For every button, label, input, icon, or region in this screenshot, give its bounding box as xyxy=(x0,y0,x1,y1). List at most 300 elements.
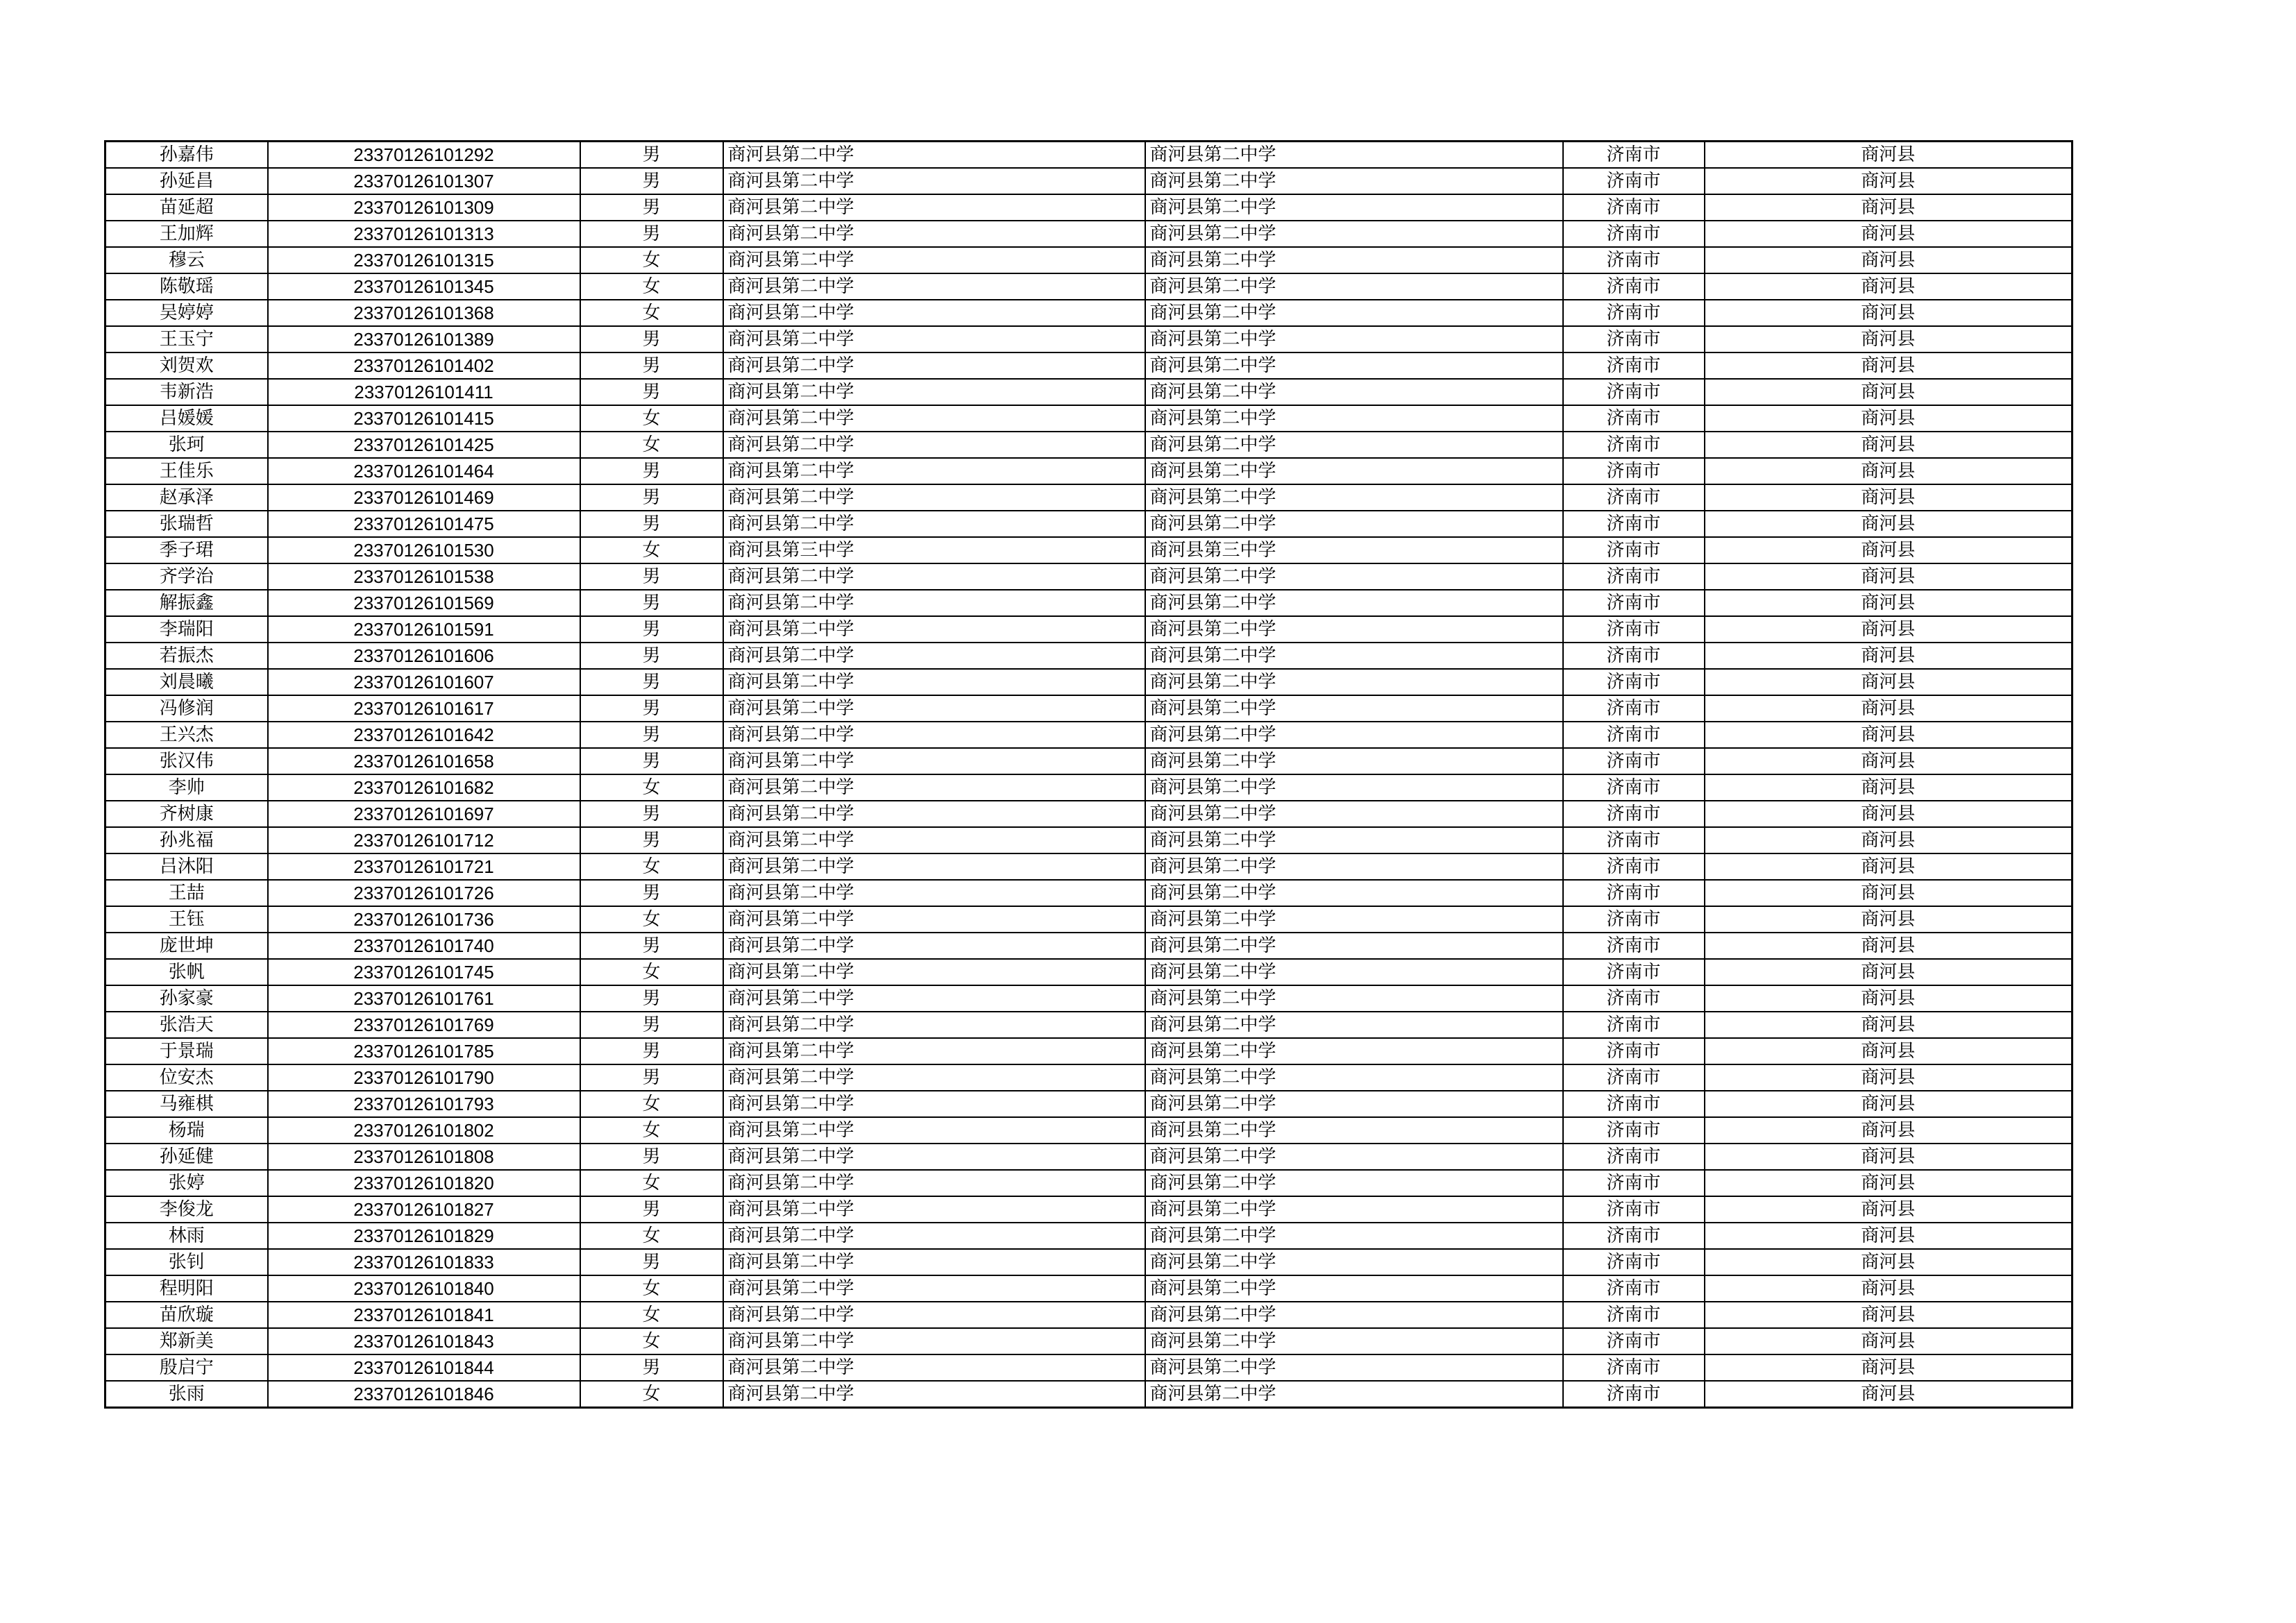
table-row xyxy=(105,1170,2073,1196)
cell-name: 王喆 xyxy=(105,880,268,906)
cell-city: 济南市 xyxy=(1563,880,1705,906)
table-row xyxy=(105,326,2073,352)
table-row xyxy=(105,458,2073,484)
cell-county: 商河县 xyxy=(1705,300,2073,326)
cell-county: 商河县 xyxy=(1705,1117,2073,1144)
cell-city: 济南市 xyxy=(1563,1144,1705,1170)
cell-school-2: 商河县第二中学 xyxy=(1145,563,1563,590)
cell-school-2: 商河县第二中学 xyxy=(1145,247,1563,273)
table-row xyxy=(105,1381,2073,1408)
cell-school: 商河县第二中学 xyxy=(723,405,1145,432)
table-row xyxy=(105,748,2073,774)
cell-school: 商河县第三中学 xyxy=(723,537,1145,563)
table-row xyxy=(105,1275,2073,1302)
cell-name: 张浩天 xyxy=(105,1012,268,1038)
cell-name: 季子珺 xyxy=(105,537,268,563)
cell-city: 济南市 xyxy=(1563,1249,1705,1275)
cell-county: 商河县 xyxy=(1705,748,2073,774)
table-row xyxy=(105,1302,2073,1328)
cell-county: 商河县 xyxy=(1705,405,2073,432)
cell-name: 苗欣璇 xyxy=(105,1302,268,1328)
cell-school-2: 商河县第二中学 xyxy=(1145,1144,1563,1170)
cell-school: 商河县第二中学 xyxy=(723,247,1145,273)
cell-county: 商河县 xyxy=(1705,906,2073,933)
cell-exam-id: 23370126101411 xyxy=(268,379,580,405)
cell-school: 商河县第二中学 xyxy=(723,590,1145,616)
cell-school-2: 商河县第二中学 xyxy=(1145,273,1563,300)
table-row xyxy=(105,695,2073,722)
cell-gender: 男 xyxy=(580,142,723,169)
cell-gender: 女 xyxy=(580,1275,723,1302)
cell-exam-id: 23370126101820 xyxy=(268,1170,580,1196)
cell-gender: 女 xyxy=(580,1117,723,1144)
cell-exam-id: 23370126101790 xyxy=(268,1064,580,1091)
cell-school: 商河县第二中学 xyxy=(723,1144,1145,1170)
table-row xyxy=(105,432,2073,458)
cell-exam-id: 23370126101415 xyxy=(268,405,580,432)
cell-school-2: 商河县第二中学 xyxy=(1145,1064,1563,1091)
cell-city: 济南市 xyxy=(1563,273,1705,300)
cell-city: 济南市 xyxy=(1563,643,1705,669)
cell-gender: 女 xyxy=(580,405,723,432)
cell-school: 商河县第二中学 xyxy=(723,1381,1145,1408)
cell-gender: 女 xyxy=(580,247,723,273)
cell-gender: 男 xyxy=(580,933,723,959)
cell-gender: 男 xyxy=(580,722,723,748)
cell-city: 济南市 xyxy=(1563,1038,1705,1064)
table-row xyxy=(105,669,2073,695)
table-row xyxy=(105,959,2073,985)
cell-school-2: 商河县第二中学 xyxy=(1145,1091,1563,1117)
cell-school: 商河县第二中学 xyxy=(723,906,1145,933)
cell-name: 王兴杰 xyxy=(105,722,268,748)
cell-name: 齐树康 xyxy=(105,801,268,827)
cell-city: 济南市 xyxy=(1563,1381,1705,1408)
cell-county: 商河县 xyxy=(1705,484,2073,511)
table-row xyxy=(105,142,2073,169)
cell-gender: 男 xyxy=(580,801,723,827)
table-row xyxy=(105,933,2073,959)
cell-gender: 男 xyxy=(580,1144,723,1170)
cell-school-2: 商河县第二中学 xyxy=(1145,1328,1563,1354)
table-row xyxy=(105,537,2073,563)
table-row xyxy=(105,168,2073,194)
table-row xyxy=(105,590,2073,616)
cell-school-2: 商河县第二中学 xyxy=(1145,774,1563,801)
cell-name: 张汉伟 xyxy=(105,748,268,774)
cell-gender: 女 xyxy=(580,906,723,933)
cell-school-2: 商河县第二中学 xyxy=(1145,379,1563,405)
cell-gender: 女 xyxy=(580,432,723,458)
cell-exam-id: 23370126101607 xyxy=(268,669,580,695)
cell-exam-id: 23370126101846 xyxy=(268,1381,580,1408)
cell-school-2: 商河县第二中学 xyxy=(1145,616,1563,643)
cell-gender: 男 xyxy=(580,590,723,616)
cell-city: 济南市 xyxy=(1563,221,1705,247)
cell-city: 济南市 xyxy=(1563,300,1705,326)
cell-school: 商河县第二中学 xyxy=(723,273,1145,300)
table-row xyxy=(105,247,2073,273)
cell-exam-id: 23370126101642 xyxy=(268,722,580,748)
cell-county: 商河县 xyxy=(1705,1249,2073,1275)
cell-city: 济南市 xyxy=(1563,722,1705,748)
cell-school-2: 商河县第二中学 xyxy=(1145,1381,1563,1408)
cell-school: 商河县第二中学 xyxy=(723,511,1145,537)
cell-exam-id: 23370126101569 xyxy=(268,590,580,616)
cell-name: 解振鑫 xyxy=(105,590,268,616)
cell-name: 殷启宁 xyxy=(105,1354,268,1381)
cell-gender: 男 xyxy=(580,1196,723,1223)
cell-school-2: 商河县第二中学 xyxy=(1145,1117,1563,1144)
cell-exam-id: 23370126101808 xyxy=(268,1144,580,1170)
cell-county: 商河县 xyxy=(1705,959,2073,985)
cell-gender: 男 xyxy=(580,669,723,695)
cell-name: 位安杰 xyxy=(105,1064,268,1091)
cell-school-2: 商河县第二中学 xyxy=(1145,1302,1563,1328)
cell-exam-id: 23370126101425 xyxy=(268,432,580,458)
cell-school-2: 商河县第二中学 xyxy=(1145,1170,1563,1196)
cell-exam-id: 23370126101307 xyxy=(268,168,580,194)
cell-county: 商河县 xyxy=(1705,1012,2073,1038)
student-table xyxy=(104,140,2073,1409)
cell-city: 济南市 xyxy=(1563,853,1705,880)
cell-gender: 男 xyxy=(580,1249,723,1275)
cell-county: 商河县 xyxy=(1705,616,2073,643)
cell-school: 商河县第二中学 xyxy=(723,300,1145,326)
cell-school: 商河县第二中学 xyxy=(723,432,1145,458)
cell-city: 济南市 xyxy=(1563,352,1705,379)
cell-exam-id: 23370126101712 xyxy=(268,827,580,853)
cell-school-2: 商河县第二中学 xyxy=(1145,142,1563,169)
cell-county: 商河县 xyxy=(1705,326,2073,352)
cell-gender: 男 xyxy=(580,1354,723,1381)
cell-gender: 男 xyxy=(580,458,723,484)
cell-name: 庞世坤 xyxy=(105,933,268,959)
cell-gender: 女 xyxy=(580,300,723,326)
cell-exam-id: 23370126101841 xyxy=(268,1302,580,1328)
cell-name: 林雨 xyxy=(105,1223,268,1249)
cell-city: 济南市 xyxy=(1563,1354,1705,1381)
cell-gender: 女 xyxy=(580,1223,723,1249)
cell-exam-id: 23370126101844 xyxy=(268,1354,580,1381)
table-row xyxy=(105,511,2073,537)
cell-city: 济南市 xyxy=(1563,458,1705,484)
cell-exam-id: 23370126101840 xyxy=(268,1275,580,1302)
cell-school-2: 商河县第二中学 xyxy=(1145,827,1563,853)
table-row xyxy=(105,853,2073,880)
cell-city: 济南市 xyxy=(1563,432,1705,458)
cell-city: 济南市 xyxy=(1563,590,1705,616)
cell-exam-id: 23370126101292 xyxy=(268,142,580,169)
cell-exam-id: 23370126101538 xyxy=(268,563,580,590)
cell-school-2: 商河县第二中学 xyxy=(1145,933,1563,959)
cell-county: 商河县 xyxy=(1705,511,2073,537)
cell-school: 商河县第二中学 xyxy=(723,774,1145,801)
cell-school: 商河县第二中学 xyxy=(723,853,1145,880)
cell-school: 商河县第二中学 xyxy=(723,168,1145,194)
cell-gender: 女 xyxy=(580,774,723,801)
cell-school-2: 商河县第二中学 xyxy=(1145,300,1563,326)
cell-exam-id: 23370126101745 xyxy=(268,959,580,985)
cell-school: 商河县第二中学 xyxy=(723,379,1145,405)
cell-exam-id: 23370126101793 xyxy=(268,1091,580,1117)
cell-city: 济南市 xyxy=(1563,326,1705,352)
cell-exam-id: 23370126101617 xyxy=(268,695,580,722)
cell-county: 商河县 xyxy=(1705,643,2073,669)
cell-school: 商河县第二中学 xyxy=(723,458,1145,484)
cell-name: 齐学治 xyxy=(105,563,268,590)
table-row xyxy=(105,273,2073,300)
cell-school-2: 商河县第二中学 xyxy=(1145,194,1563,221)
cell-name: 吕媛媛 xyxy=(105,405,268,432)
cell-gender: 男 xyxy=(580,511,723,537)
cell-name: 张珂 xyxy=(105,432,268,458)
table-row xyxy=(105,774,2073,801)
cell-city: 济南市 xyxy=(1563,695,1705,722)
cell-city: 济南市 xyxy=(1563,511,1705,537)
cell-name: 吕沐阳 xyxy=(105,853,268,880)
cell-school-2: 商河县第二中学 xyxy=(1145,880,1563,906)
cell-county: 商河县 xyxy=(1705,1144,2073,1170)
cell-exam-id: 23370126101315 xyxy=(268,247,580,273)
cell-name: 杨瑞 xyxy=(105,1117,268,1144)
cell-school-2: 商河县第二中学 xyxy=(1145,985,1563,1012)
cell-exam-id: 23370126101591 xyxy=(268,616,580,643)
cell-school-2: 商河县第二中学 xyxy=(1145,405,1563,432)
cell-name: 刘晨曦 xyxy=(105,669,268,695)
cell-county: 商河县 xyxy=(1705,1302,2073,1328)
cell-school: 商河县第二中学 xyxy=(723,1354,1145,1381)
cell-school-2: 商河县第二中学 xyxy=(1145,484,1563,511)
cell-name: 郑新美 xyxy=(105,1328,268,1354)
table-row xyxy=(105,352,2073,379)
cell-county: 商河县 xyxy=(1705,695,2073,722)
table-row xyxy=(105,827,2073,853)
cell-school: 商河县第二中学 xyxy=(723,695,1145,722)
cell-county: 商河县 xyxy=(1705,827,2073,853)
cell-county: 商河县 xyxy=(1705,1275,2073,1302)
cell-name: 韦新浩 xyxy=(105,379,268,405)
cell-county: 商河县 xyxy=(1705,194,2073,221)
cell-name: 李帅 xyxy=(105,774,268,801)
cell-gender: 女 xyxy=(580,537,723,563)
cell-gender: 男 xyxy=(580,748,723,774)
cell-gender: 男 xyxy=(580,484,723,511)
cell-city: 济南市 xyxy=(1563,1196,1705,1223)
cell-name: 张雨 xyxy=(105,1381,268,1408)
cell-school: 商河县第二中学 xyxy=(723,1196,1145,1223)
table-row xyxy=(105,880,2073,906)
table-row xyxy=(105,616,2073,643)
cell-school-2: 商河县第三中学 xyxy=(1145,537,1563,563)
table-row xyxy=(105,1012,2073,1038)
cell-name: 张婷 xyxy=(105,1170,268,1196)
cell-city: 济南市 xyxy=(1563,748,1705,774)
cell-name: 赵承泽 xyxy=(105,484,268,511)
cell-school-2: 商河县第二中学 xyxy=(1145,1196,1563,1223)
cell-city: 济南市 xyxy=(1563,1012,1705,1038)
cell-name: 李俊龙 xyxy=(105,1196,268,1223)
cell-name: 穆云 xyxy=(105,247,268,273)
cell-school-2: 商河县第二中学 xyxy=(1145,326,1563,352)
cell-gender: 男 xyxy=(580,1012,723,1038)
cell-gender: 女 xyxy=(580,1302,723,1328)
cell-gender: 男 xyxy=(580,352,723,379)
cell-name: 李瑞阳 xyxy=(105,616,268,643)
cell-city: 济南市 xyxy=(1563,537,1705,563)
cell-school: 商河县第二中学 xyxy=(723,1223,1145,1249)
cell-name: 孙延昌 xyxy=(105,168,268,194)
cell-school: 商河县第二中学 xyxy=(723,827,1145,853)
cell-county: 商河县 xyxy=(1705,168,2073,194)
cell-gender: 男 xyxy=(580,1064,723,1091)
cell-school: 商河县第二中学 xyxy=(723,1064,1145,1091)
cell-gender: 男 xyxy=(580,1038,723,1064)
cell-school-2: 商河县第二中学 xyxy=(1145,432,1563,458)
cell-exam-id: 23370126101313 xyxy=(268,221,580,247)
cell-exam-id: 23370126101769 xyxy=(268,1012,580,1038)
cell-name: 张帆 xyxy=(105,959,268,985)
cell-county: 商河县 xyxy=(1705,1064,2073,1091)
table-row xyxy=(105,985,2073,1012)
table-row xyxy=(105,722,2073,748)
cell-exam-id: 23370126101309 xyxy=(268,194,580,221)
cell-school-2: 商河县第二中学 xyxy=(1145,458,1563,484)
cell-city: 济南市 xyxy=(1563,563,1705,590)
cell-city: 济南市 xyxy=(1563,1064,1705,1091)
cell-school: 商河县第二中学 xyxy=(723,194,1145,221)
table-row xyxy=(105,1117,2073,1144)
table-row xyxy=(105,379,2073,405)
table-row xyxy=(105,1038,2073,1064)
cell-name: 王玉宁 xyxy=(105,326,268,352)
cell-county: 商河县 xyxy=(1705,774,2073,801)
cell-school-2: 商河县第二中学 xyxy=(1145,801,1563,827)
cell-name: 马雍棋 xyxy=(105,1091,268,1117)
cell-exam-id: 23370126101682 xyxy=(268,774,580,801)
cell-city: 济南市 xyxy=(1563,168,1705,194)
cell-city: 济南市 xyxy=(1563,669,1705,695)
cell-county: 商河县 xyxy=(1705,1091,2073,1117)
cell-county: 商河县 xyxy=(1705,669,2073,695)
cell-school: 商河县第二中学 xyxy=(723,801,1145,827)
cell-gender: 男 xyxy=(580,194,723,221)
table-row xyxy=(105,801,2073,827)
cell-county: 商河县 xyxy=(1705,985,2073,1012)
table-row xyxy=(105,1328,2073,1354)
table-row xyxy=(105,1223,2073,1249)
cell-county: 商河县 xyxy=(1705,1381,2073,1408)
cell-name: 孙家豪 xyxy=(105,985,268,1012)
cell-name: 孙嘉伟 xyxy=(105,142,268,169)
table-row xyxy=(105,1354,2073,1381)
table-row xyxy=(105,1144,2073,1170)
cell-school-2: 商河县第二中学 xyxy=(1145,906,1563,933)
cell-gender: 男 xyxy=(580,379,723,405)
cell-county: 商河县 xyxy=(1705,221,2073,247)
cell-city: 济南市 xyxy=(1563,933,1705,959)
cell-county: 商河县 xyxy=(1705,432,2073,458)
cell-city: 济南市 xyxy=(1563,142,1705,169)
cell-name: 若振杰 xyxy=(105,643,268,669)
cell-county: 商河县 xyxy=(1705,273,2073,300)
cell-gender: 男 xyxy=(580,827,723,853)
cell-school-2: 商河县第二中学 xyxy=(1145,1223,1563,1249)
cell-school: 商河县第二中学 xyxy=(723,142,1145,169)
cell-gender: 男 xyxy=(580,563,723,590)
cell-name: 王钰 xyxy=(105,906,268,933)
table-row xyxy=(105,221,2073,247)
cell-school-2: 商河县第二中学 xyxy=(1145,669,1563,695)
cell-school-2: 商河县第二中学 xyxy=(1145,1354,1563,1381)
cell-school: 商河县第二中学 xyxy=(723,221,1145,247)
cell-exam-id: 23370126101726 xyxy=(268,880,580,906)
cell-gender: 女 xyxy=(580,959,723,985)
cell-county: 商河县 xyxy=(1705,563,2073,590)
cell-gender: 男 xyxy=(580,616,723,643)
cell-county: 商河县 xyxy=(1705,722,2073,748)
cell-exam-id: 23370126101697 xyxy=(268,801,580,827)
cell-county: 商河县 xyxy=(1705,537,2073,563)
cell-county: 商河县 xyxy=(1705,352,2073,379)
cell-city: 济南市 xyxy=(1563,959,1705,985)
cell-name: 吴婷婷 xyxy=(105,300,268,326)
cell-county: 商河县 xyxy=(1705,458,2073,484)
table-row xyxy=(105,643,2073,669)
table-row xyxy=(105,194,2073,221)
table-row xyxy=(105,906,2073,933)
cell-exam-id: 23370126101833 xyxy=(268,1249,580,1275)
cell-exam-id: 23370126101721 xyxy=(268,853,580,880)
cell-school: 商河县第二中学 xyxy=(723,933,1145,959)
cell-school-2: 商河县第二中学 xyxy=(1145,1012,1563,1038)
table-row xyxy=(105,484,2073,511)
cell-exam-id: 23370126101736 xyxy=(268,906,580,933)
cell-gender: 男 xyxy=(580,880,723,906)
cell-county: 商河县 xyxy=(1705,880,2073,906)
cell-school: 商河县第二中学 xyxy=(723,643,1145,669)
cell-city: 济南市 xyxy=(1563,379,1705,405)
cell-county: 商河县 xyxy=(1705,853,2073,880)
cell-name: 张瑞哲 xyxy=(105,511,268,537)
cell-gender: 女 xyxy=(580,853,723,880)
cell-school: 商河县第二中学 xyxy=(723,1038,1145,1064)
cell-city: 济南市 xyxy=(1563,1275,1705,1302)
table-body xyxy=(105,142,2073,1408)
cell-city: 济南市 xyxy=(1563,985,1705,1012)
cell-school: 商河县第二中学 xyxy=(723,1249,1145,1275)
cell-city: 济南市 xyxy=(1563,1117,1705,1144)
cell-name: 陈敬瑶 xyxy=(105,273,268,300)
cell-county: 商河县 xyxy=(1705,142,2073,169)
cell-school: 商河县第二中学 xyxy=(723,1328,1145,1354)
cell-school-2: 商河县第二中学 xyxy=(1145,853,1563,880)
table-row xyxy=(105,1196,2073,1223)
cell-school: 商河县第二中学 xyxy=(723,748,1145,774)
cell-exam-id: 23370126101740 xyxy=(268,933,580,959)
cell-city: 济南市 xyxy=(1563,405,1705,432)
cell-city: 济南市 xyxy=(1563,827,1705,853)
cell-exam-id: 23370126101530 xyxy=(268,537,580,563)
cell-name: 苗延超 xyxy=(105,194,268,221)
cell-exam-id: 23370126101802 xyxy=(268,1117,580,1144)
cell-name: 程明阳 xyxy=(105,1275,268,1302)
cell-city: 济南市 xyxy=(1563,801,1705,827)
cell-county: 商河县 xyxy=(1705,1170,2073,1196)
cell-school: 商河县第二中学 xyxy=(723,1170,1145,1196)
cell-city: 济南市 xyxy=(1563,906,1705,933)
cell-school: 商河县第二中学 xyxy=(723,616,1145,643)
